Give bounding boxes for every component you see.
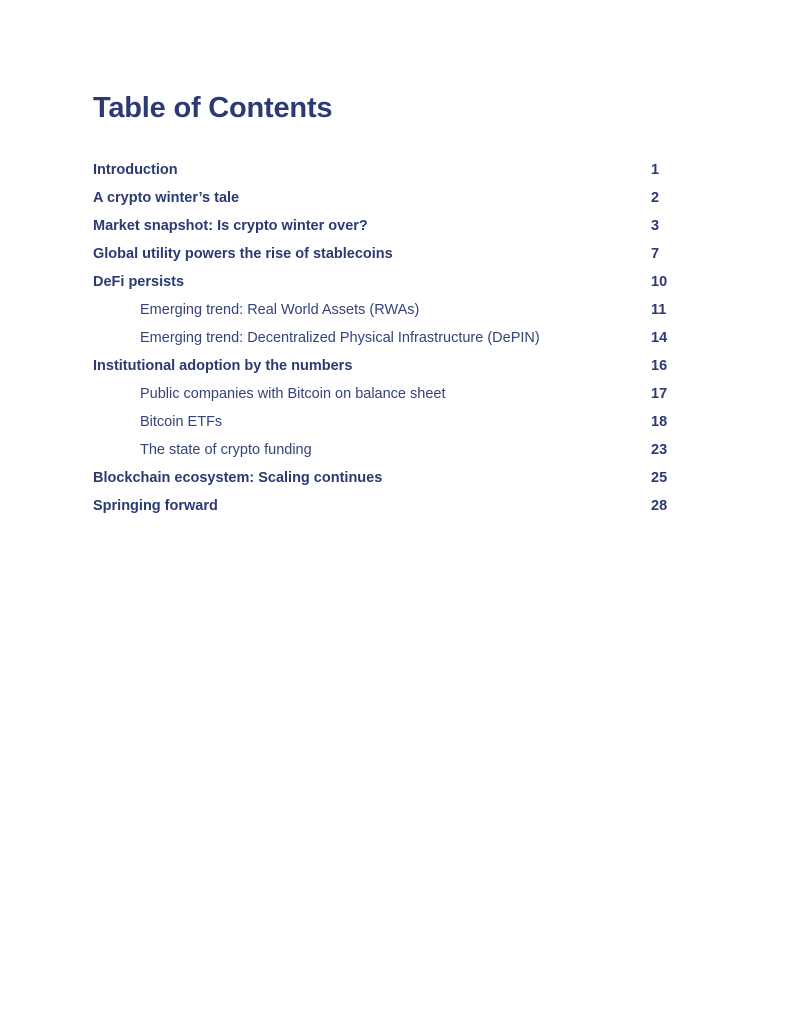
toc-entry-label: Institutional adoption by the numbers [93,358,353,374]
toc-entry-page-number: 10 [651,274,668,290]
toc-entry-depin[interactable] [93,324,673,352]
toc-entry-label: The state of crypto funding [140,442,312,458]
toc-entry-label: Emerging trend: Decentralized Physical Infrastructure (DePIN) [140,330,540,346]
toc-entry-page-number: 1 [651,162,660,178]
toc-entry-crypto-winters-tale[interactable] [93,184,673,212]
toc-entry-introduction[interactable] [93,156,673,184]
toc-entry-bitcoin-etfs[interactable] [93,408,673,436]
toc-entry-crypto-funding[interactable] [93,436,673,464]
toc-entry-page-number: 14 [651,330,668,346]
toc-entry-label: Public companies with Bitcoin on balance sheet [140,386,446,402]
toc-entry-page-number: 25 [651,470,668,486]
toc-entry-institutional-adoption[interactable] [93,352,673,380]
toc-entry-market-snapshot[interactable] [93,212,673,240]
toc-entry-label: Emerging trend: Real World Assets (RWAs) [140,302,420,318]
toc-entry-label: Blockchain ecosystem: Scaling continues [93,470,383,486]
toc-entry-public-companies-bitcoin[interactable] [93,380,673,408]
toc-entry-springing-forward[interactable] [93,492,673,520]
toc-entry-label: Market snapshot: Is crypto winter over? [93,218,368,234]
toc-entry-defi-persists[interactable] [93,268,673,296]
toc-entry-label: DeFi persists [93,274,185,290]
toc-entry-page-number: 17 [651,386,668,402]
toc-entry-label: Introduction [93,162,178,178]
toc-entry-label: A crypto winter’s tale [93,190,240,206]
table-of-contents [93,156,673,520]
toc-entry-page-number: 7 [651,246,660,262]
toc-entry-page-number: 16 [651,358,668,374]
toc-entry-page-number: 18 [651,414,668,430]
toc-entry-page-number: 28 [651,498,668,514]
toc-entry-blockchain-ecosystem[interactable] [93,464,673,492]
toc-entry-page-number: 2 [651,190,660,206]
toc-entry-label: Springing forward [93,498,218,514]
toc-entry-label: Bitcoin ETFs [140,414,223,430]
page-title: Table of Contents [93,92,333,124]
toc-entry-global-utility-stablecoins[interactable] [93,240,673,268]
toc-entry-label: Global utility powers the rise of stablecoins [93,246,393,262]
toc-entry-page-number: 3 [651,218,660,234]
toc-entry-real-world-assets[interactable] [93,296,673,324]
toc-entry-page-number: 11 [651,302,667,318]
toc-entry-page-number: 23 [651,442,668,458]
